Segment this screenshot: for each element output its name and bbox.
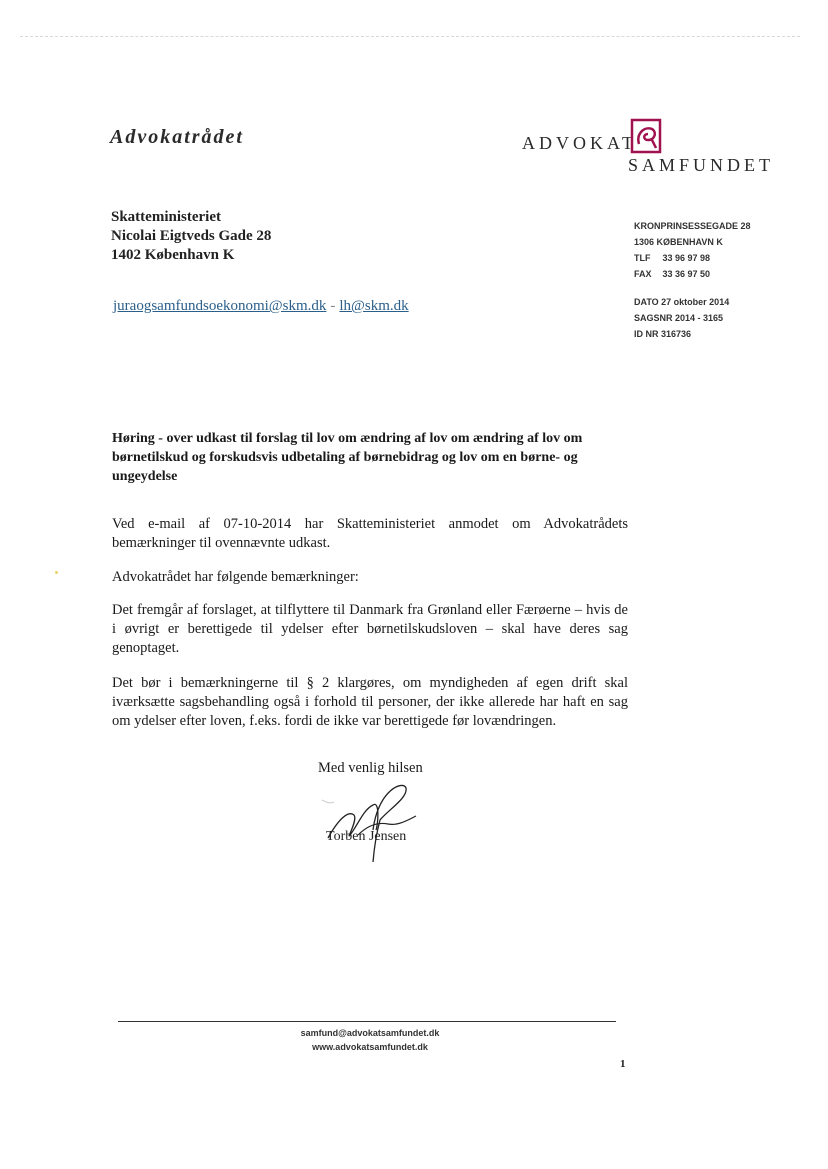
sender-info-block xyxy=(634,218,751,342)
sender-idnr: ID NR 316736 xyxy=(634,329,692,339)
tlf-label: TLF xyxy=(634,253,651,263)
recipient-address xyxy=(111,208,271,265)
fax-value: 33 36 97 50 xyxy=(662,269,711,279)
body-paragraph-4: Det bør i bemærkningerne til § 2 klargøres, om myndigheden af egen drift skal iværksætte sagsbehandling også i forhold til personer, der ikke allerede har haft en sag om ydelser efter loven, f.eks. fordi de ikke var berettigede før lovændringen. xyxy=(112,675,628,729)
body-paragraph-1: Ved e-mail af 07-10-2014 har Skatteministeriet anmodet om Advokatrådets bemærkninger til ovennævnte udkast. xyxy=(112,516,628,551)
logo-text-advokat: ADVOKAT xyxy=(522,133,637,153)
body-paragraph-3: Det fremgår af forslaget, at tilflyttere til Danmark fra Grønland eller Færøerne – hvis de i øvrigt er berettigede til ydelser efter børnetilskudsloven – skal have deres sag genoptaget. xyxy=(112,602,628,656)
tlf-value: 33 96 97 98 xyxy=(662,253,711,263)
footer-web[interactable]: www.advokatsamfundet.dk xyxy=(312,1042,428,1052)
letter-subject: Høring - over udkast til forslag til lov om ændring af lov om ændring af lov om børnetilskud og forskudsvis udbetaling af børnebidrag og lov om en børne- og ungeydelse xyxy=(112,431,583,484)
recipient-emails xyxy=(113,298,409,315)
sender-city: 1306 KØBENHAVN K xyxy=(634,237,723,247)
fax-label: FAX xyxy=(634,269,652,279)
email-separator: - xyxy=(330,298,336,314)
recipient-city: 1402 København K xyxy=(111,247,235,263)
sender-fax xyxy=(634,266,751,282)
sender-dato: DATO 27 oktober 2014 xyxy=(634,297,730,307)
recipient-street: Nicolai Eigtveds Gade 28 xyxy=(111,228,272,244)
footer-divider xyxy=(118,1021,616,1022)
sender-sagsnr: SAGSNR 2014 - 3165 xyxy=(634,313,724,323)
page-number: 1 xyxy=(620,1058,626,1070)
sender-street: KRONPRINSESSEGADE 28 xyxy=(634,221,751,231)
advokatsamfundet-logo-icon xyxy=(630,118,662,154)
footer-contact xyxy=(220,1026,520,1054)
recipient-name: Skatteministeriet xyxy=(111,209,221,225)
org-left-heading: Advokatrådet xyxy=(110,126,244,148)
scan-mark xyxy=(55,571,58,574)
body-paragraph-2: Advokatrådet har følgende bemærkninger: xyxy=(112,569,359,585)
scan-top-line xyxy=(20,36,800,37)
email-link-secondary[interactable]: lh@skm.dk xyxy=(339,298,409,314)
email-link-primary[interactable]: juraogsamfundsoekonomi@skm.dk xyxy=(113,298,327,314)
footer-email[interactable]: samfund@advokatsamfundet.dk xyxy=(300,1028,440,1038)
handwritten-signature xyxy=(318,780,428,865)
sender-tlf xyxy=(634,250,751,266)
closing-greeting: Med venlig hilsen xyxy=(318,760,423,776)
signer-name: Torben Jensen xyxy=(326,829,407,844)
logo-text-samfundet: SAMFUNDET xyxy=(628,155,775,175)
